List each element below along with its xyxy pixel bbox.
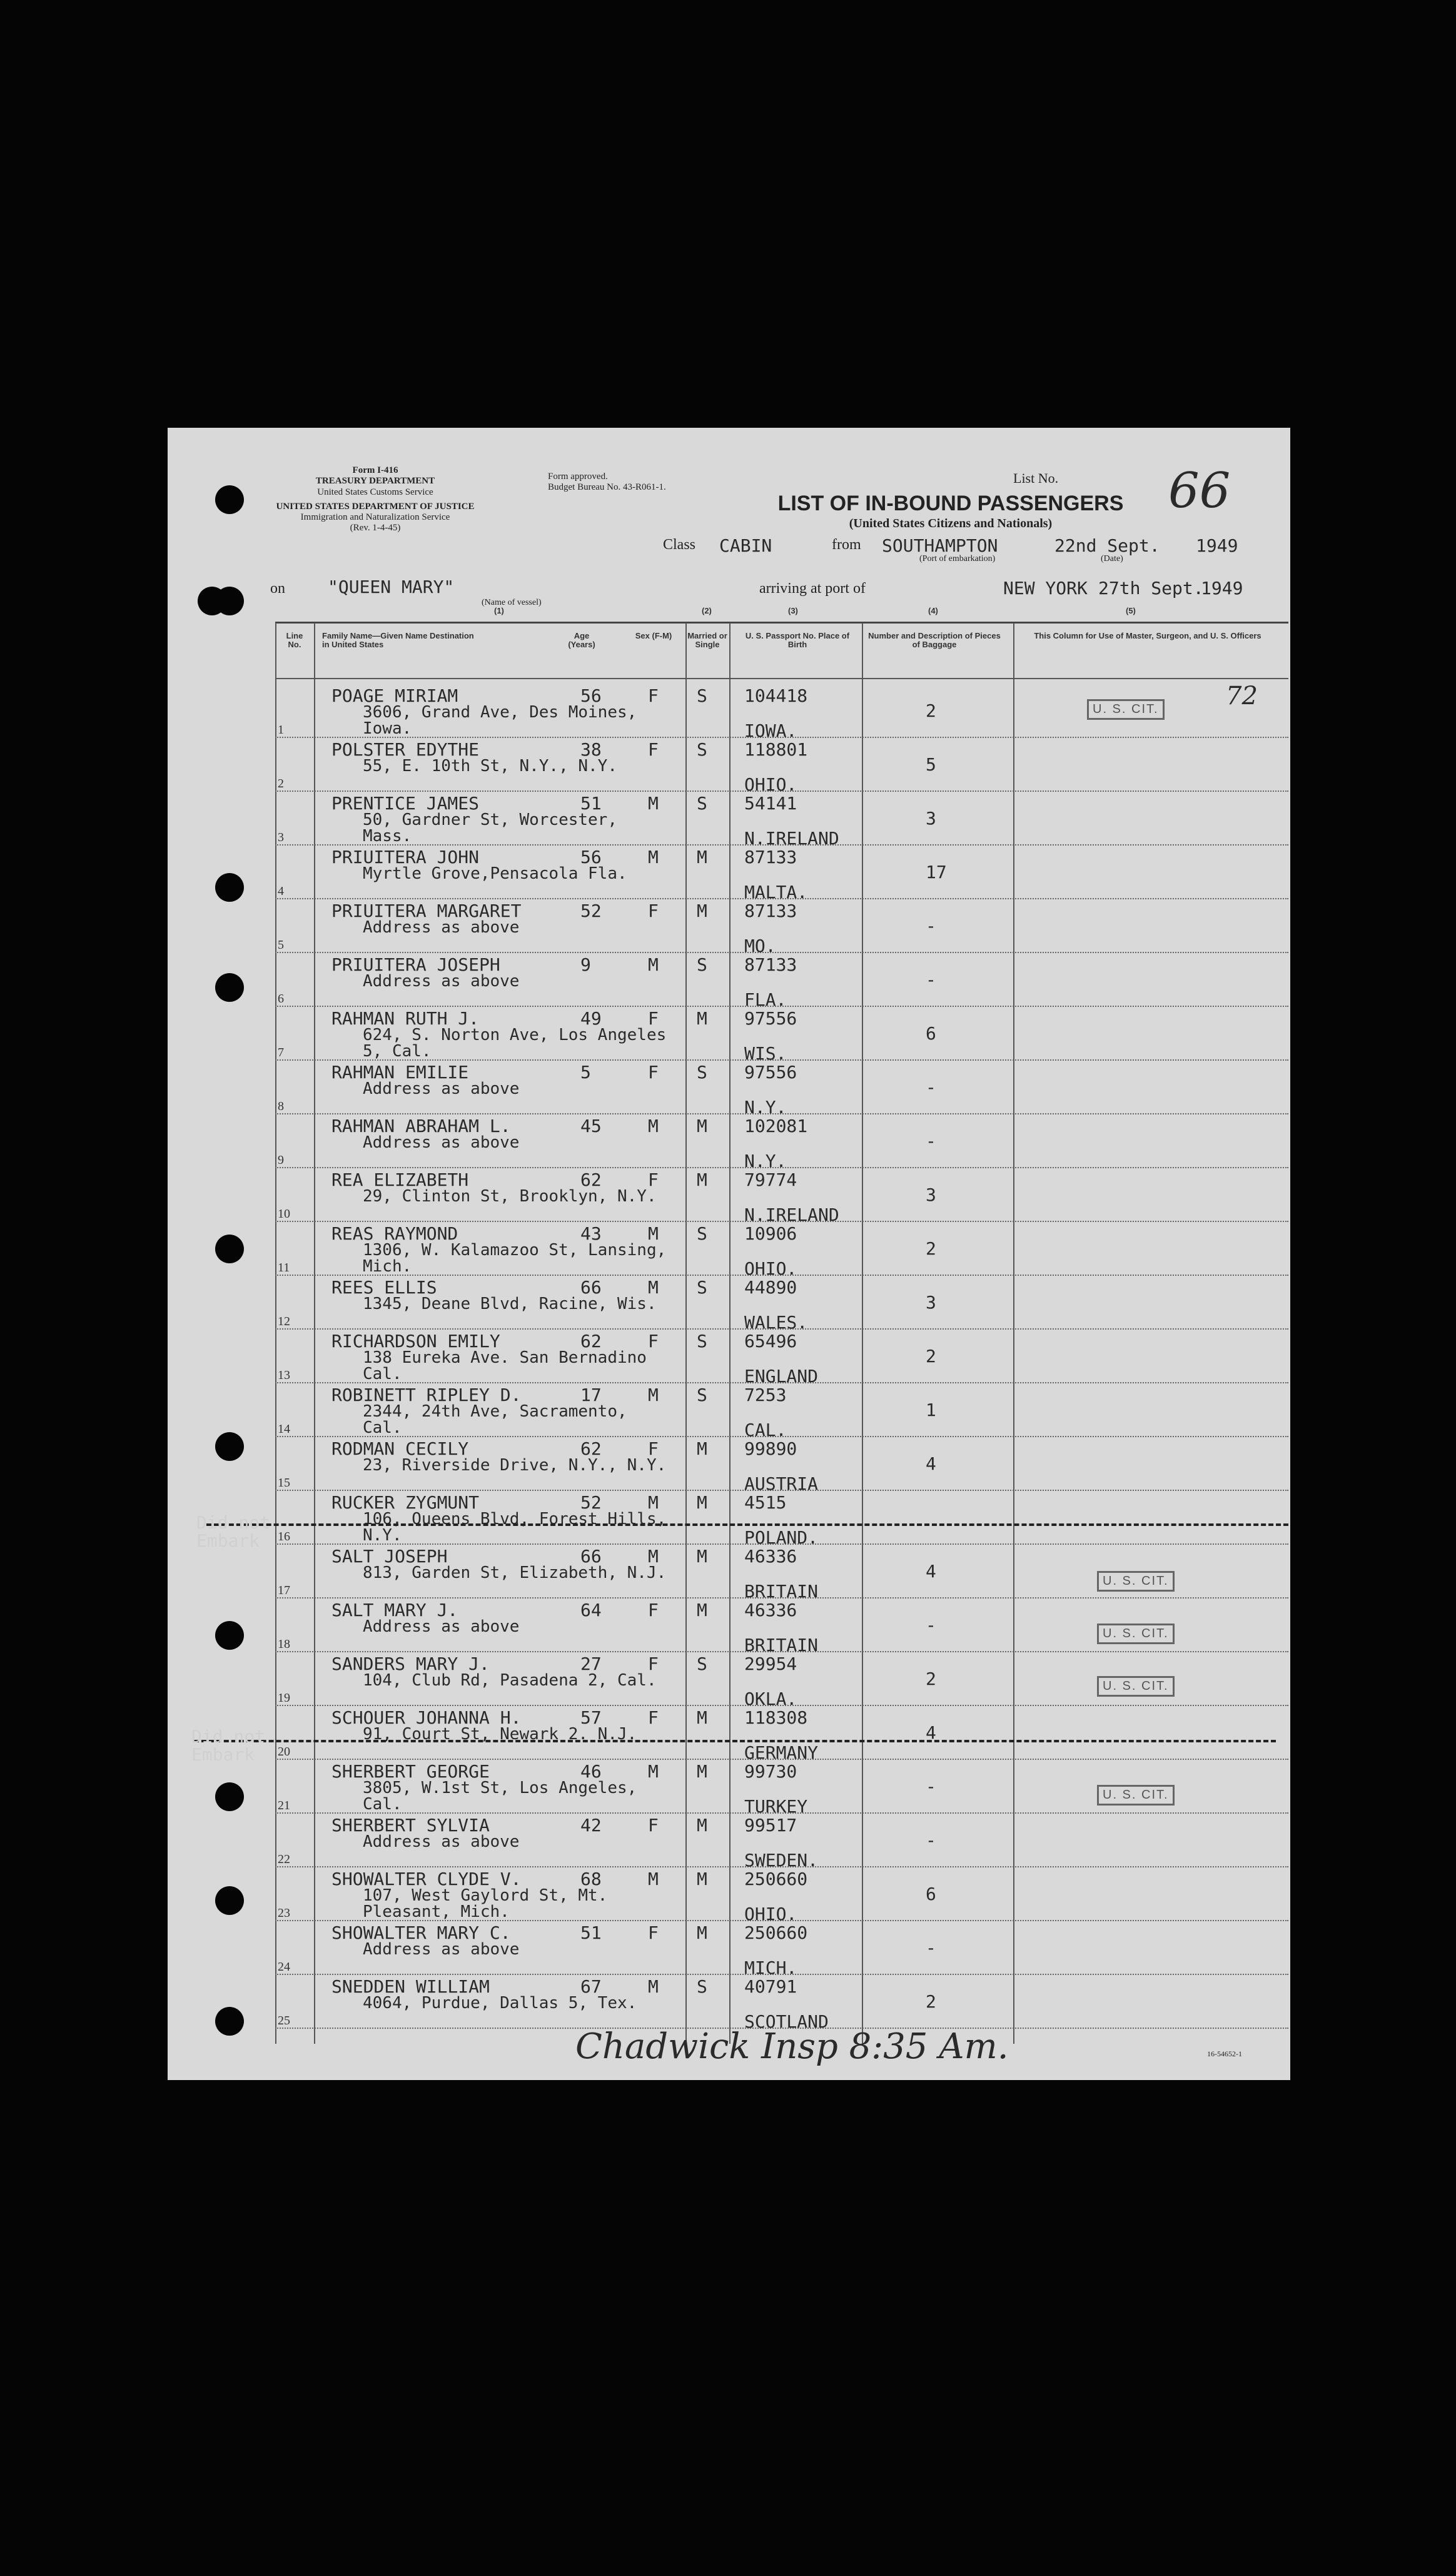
line-number: 10 xyxy=(278,1207,290,1221)
passport-number: 87133 xyxy=(744,954,797,975)
marital-status: S xyxy=(697,954,707,975)
place-of-birth: FLA. xyxy=(744,989,787,1010)
grid-line xyxy=(1013,623,1014,2044)
marital-status: S xyxy=(697,1062,707,1083)
baggage-count: 1 xyxy=(926,1400,936,1420)
line-number: 4 xyxy=(278,884,284,898)
form-agency-block xyxy=(269,465,482,534)
header-bottom-rule xyxy=(275,678,1288,679)
col-num-4: (4) xyxy=(928,606,938,615)
place-of-birth: IOWA. xyxy=(744,720,797,741)
grid-line xyxy=(314,623,315,2044)
punch-hole xyxy=(215,1432,244,1461)
baggage-count: - xyxy=(926,1776,936,1797)
line-number: 13 xyxy=(278,1368,290,1382)
marital-status: M xyxy=(697,1169,707,1190)
us-cit-stamp: U. S. CIT. xyxy=(1097,1676,1175,1697)
marital-status: M xyxy=(697,1600,707,1620)
treasury-dept: TREASURY DEPARTMENT xyxy=(315,476,435,487)
passport-number: 250660 xyxy=(744,1869,808,1889)
passenger-name: RAHMAN RUTH J. xyxy=(331,1008,480,1029)
sex: F xyxy=(648,1707,659,1728)
line-number: 11 xyxy=(278,1261,290,1275)
marital-status: M xyxy=(697,1869,707,1889)
line-number: 22 xyxy=(278,1852,290,1866)
destination-address: 624, S. Norton Ave, Los Angeles 5, Cal. xyxy=(363,1026,667,1061)
place-of-birth: N.Y. xyxy=(744,1151,787,1171)
passenger-name: PRIUITERA JOSEPH xyxy=(331,954,500,975)
punch-hole xyxy=(215,587,244,615)
age: 52 xyxy=(580,1492,602,1513)
line-number: 2 xyxy=(278,777,284,790)
sex: M xyxy=(648,1976,659,1997)
grid-line xyxy=(862,623,863,2044)
line-number: 17 xyxy=(278,1583,290,1597)
passenger-name: SALT MARY J. xyxy=(331,1600,458,1620)
place-of-birth: WIS. xyxy=(744,1043,787,1064)
baggage-count: 5 xyxy=(926,754,936,775)
baggage-count: 4 xyxy=(926,1561,936,1582)
sex: F xyxy=(648,1331,659,1351)
sex: M xyxy=(648,1761,659,1782)
line-number: 5 xyxy=(278,938,284,952)
col-header-married: Married or Single xyxy=(687,631,727,650)
us-cit-stamp: U. S. CIT. xyxy=(1097,1624,1175,1644)
destination-address: Myrtle Grove,Pensacola Fla. xyxy=(363,864,627,883)
passport-number: 40791 xyxy=(744,1976,797,1997)
marital-status: M xyxy=(697,1008,707,1029)
destination-address: 4064, Purdue, Dallas 5, Tex. xyxy=(363,1994,637,2013)
age: 45 xyxy=(580,1116,602,1136)
passenger-name: SANDERS MARY J. xyxy=(331,1654,490,1674)
place-of-birth: CAL. xyxy=(744,1420,787,1440)
form-title: LIST OF IN-BOUND PASSENGERS xyxy=(777,492,1124,515)
age: 49 xyxy=(580,1008,602,1029)
marital-status: M xyxy=(697,1546,707,1567)
line-number: 7 xyxy=(278,1046,284,1059)
age: 51 xyxy=(580,1922,602,1943)
passport-number: 99517 xyxy=(744,1815,797,1836)
baggage-count: 2 xyxy=(926,1346,936,1366)
customs-service: United States Customs Service xyxy=(317,487,433,497)
sex: M xyxy=(648,847,659,867)
passport-number: 29954 xyxy=(744,1654,797,1674)
age: 5 xyxy=(580,1062,591,1083)
class-value: CABIN xyxy=(719,535,772,556)
passenger-name: SHOWALTER CLYDE V. xyxy=(331,1869,522,1889)
form-code: 16-54652-1 xyxy=(1207,2049,1242,2058)
passport-number: 99890 xyxy=(744,1438,797,1459)
passport-number: 44890 xyxy=(744,1277,797,1298)
destination-address: 104, Club Rd, Pasadena 2, Cal. xyxy=(363,1671,657,1690)
passport-number: 97556 xyxy=(744,1062,797,1083)
sex: F xyxy=(648,1169,659,1190)
marital-status: S xyxy=(697,1277,707,1298)
destination-address: Address as above xyxy=(363,1617,520,1636)
col-header-passport: U. S. Passport No. Place of Birth xyxy=(745,631,850,650)
passenger-name: PRIUITERA JOHN xyxy=(331,847,480,867)
date-caption: (Date) xyxy=(1101,554,1123,563)
destination-address: Address as above xyxy=(363,918,520,937)
punch-hole xyxy=(215,2007,244,2036)
revision: (Rev. 1-4-45) xyxy=(350,523,401,533)
list-no-value: 66 xyxy=(1168,463,1231,519)
baggage-count: 3 xyxy=(926,808,936,829)
place-of-birth: N.Y. xyxy=(744,1097,787,1118)
passport-number: 54141 xyxy=(744,793,797,814)
form-number: Form I-416 xyxy=(352,465,398,475)
form-approved: Form approved. xyxy=(548,472,608,482)
vessel-caption: (Name of vessel) xyxy=(482,598,542,607)
place-of-birth: GERMANY xyxy=(744,1742,819,1763)
col-num-3: (3) xyxy=(788,606,798,615)
col-header-line: Line No. xyxy=(286,631,303,650)
col-header-officers: This Column for Use of Master, Surgeon, and U. S. Officers xyxy=(1034,631,1261,640)
age: 56 xyxy=(580,685,602,706)
destination-address: 55, E. 10th St, N.Y., N.Y. xyxy=(363,757,617,775)
did-not-embark-note: Did not Embark xyxy=(196,1512,271,1552)
baggage-count: - xyxy=(926,1937,936,1958)
us-cit-stamp: U. S. CIT. xyxy=(1097,1571,1175,1592)
place-of-birth: TURKEY xyxy=(744,1796,808,1817)
passenger-name: POLSTER EDYTHE xyxy=(331,739,480,760)
marital-status: M xyxy=(697,1922,707,1943)
place-of-birth: OHIO. xyxy=(744,774,797,795)
marital-status: M xyxy=(697,1707,707,1728)
passport-number: 250660 xyxy=(744,1922,808,1943)
age: 46 xyxy=(580,1761,602,1782)
place-of-birth: OHIO. xyxy=(744,1258,797,1279)
destination-address: 1306, W. Kalamazoo St, Lansing, Mich. xyxy=(363,1241,667,1276)
passenger-name: PRIUITERA MARGARET xyxy=(331,901,522,921)
punch-hole xyxy=(215,1886,244,1915)
marital-status: S xyxy=(697,1385,707,1405)
baggage-count: 6 xyxy=(926,1884,936,1904)
age: 42 xyxy=(580,1815,602,1836)
punch-hole xyxy=(215,1235,244,1263)
grid-line xyxy=(729,623,731,2044)
passenger-name: SALT JOSEPH xyxy=(331,1546,448,1567)
marital-status: S xyxy=(697,1331,707,1351)
age: 66 xyxy=(580,1546,602,1567)
line-number: 12 xyxy=(278,1315,290,1328)
line-number: 9 xyxy=(278,1153,284,1167)
punch-hole xyxy=(215,1621,244,1650)
destination-address: 29, Clinton St, Brooklyn, N.Y. xyxy=(363,1187,657,1206)
baggage-count: 6 xyxy=(926,1023,936,1044)
marital-status: M xyxy=(697,901,707,921)
place-of-birth: MICH. xyxy=(744,1957,797,1978)
sex: F xyxy=(648,1654,659,1674)
line-number: 18 xyxy=(278,1637,290,1651)
baggage-count: - xyxy=(926,1077,936,1098)
line-number: 16 xyxy=(278,1530,290,1543)
destination-address: Address as above xyxy=(363,1133,520,1152)
passenger-name: ROBINETT RIPLEY D. xyxy=(331,1385,522,1405)
baggage-count: - xyxy=(926,969,936,990)
marital-status: S xyxy=(697,1654,707,1674)
passenger-name: SNEDDEN WILLIAM xyxy=(331,1976,490,1997)
passenger-name: PRENTICE JAMES xyxy=(331,793,480,814)
col-num-5: (5) xyxy=(1126,606,1136,615)
col-header-sex: Sex (F-M) xyxy=(635,631,672,640)
grid-line xyxy=(275,623,276,2044)
place-of-birth: OKLA. xyxy=(744,1689,797,1709)
line-number: 15 xyxy=(278,1476,290,1490)
marital-status: S xyxy=(697,739,707,760)
col-header-baggage: Number and Description of Pieces of Baggage xyxy=(868,631,1001,650)
budget-bureau: Budget Bureau No. 43-R061-1. xyxy=(548,482,666,493)
passport-number: 46336 xyxy=(744,1600,797,1620)
age: 68 xyxy=(580,1869,602,1889)
passenger-name: SHERBERT SYLVIA xyxy=(331,1815,490,1836)
place-of-birth: SWEDEN. xyxy=(744,1850,819,1871)
marital-status: S xyxy=(697,793,707,814)
sex: F xyxy=(648,1815,659,1836)
age: 62 xyxy=(580,1438,602,1459)
age: 67 xyxy=(580,1976,602,1997)
grid-line xyxy=(685,623,687,2044)
destination-address: 106, Queens Blvd, Forest Hills, N.Y. xyxy=(363,1510,667,1545)
age: 51 xyxy=(580,793,602,814)
port-caption: (Port of embarkation) xyxy=(919,554,996,563)
passenger-name: RUCKER ZYGMUNT xyxy=(331,1492,480,1513)
line-number: 21 xyxy=(278,1799,290,1812)
passenger-name: RODMAN CECILY xyxy=(331,1438,469,1459)
passport-number: 65496 xyxy=(744,1331,797,1351)
marital-status: M xyxy=(697,1116,707,1136)
age: 17 xyxy=(580,1385,602,1405)
punch-hole xyxy=(215,485,244,514)
destination-address: 138 Eureka Ave. San Bernadino Cal. xyxy=(363,1348,647,1383)
marital-status: S xyxy=(697,685,707,706)
sex: M xyxy=(648,1223,659,1244)
place-of-birth: MALTA. xyxy=(744,882,808,902)
arrival-port: NEW YORK xyxy=(1003,578,1088,599)
baggage-count: 2 xyxy=(926,1238,936,1259)
baggage-count: 2 xyxy=(926,1669,936,1689)
place-of-birth: N.IRELAND xyxy=(744,828,839,849)
destination-address: 107, West Gaylord St, Mt. Pleasant, Mich. xyxy=(363,1886,608,1921)
age: 56 xyxy=(580,847,602,867)
place-of-birth: OHIO. xyxy=(744,1904,797,1924)
destination-address: Address as above xyxy=(363,1940,520,1959)
passenger-name: REES ELLIS xyxy=(331,1277,437,1298)
sex: M xyxy=(648,1277,659,1298)
baggage-count: 4 xyxy=(926,1722,936,1743)
from-port: SOUTHAMPTON xyxy=(882,535,998,556)
line-number: 24 xyxy=(278,1960,290,1974)
passport-number: 102081 xyxy=(744,1116,808,1136)
marital-status: S xyxy=(697,1976,707,1997)
punch-hole xyxy=(215,1782,244,1811)
passport-number: 46336 xyxy=(744,1546,797,1567)
line-number: 3 xyxy=(278,831,284,844)
line-number: 1 xyxy=(278,723,284,737)
baggage-count: 4 xyxy=(926,1453,936,1474)
age: 9 xyxy=(580,954,591,975)
table-top-rule xyxy=(275,622,1288,624)
col-num-2: (2) xyxy=(702,606,712,615)
sex: F xyxy=(648,1922,659,1943)
place-of-birth: BRITAIN xyxy=(744,1635,819,1655)
passport-number: 99730 xyxy=(744,1761,797,1782)
row-rule xyxy=(275,952,1288,953)
passenger-name: RAHMAN ABRAHAM L. xyxy=(331,1116,511,1136)
age: 57 xyxy=(580,1707,602,1728)
us-cit-stamp: U. S. CIT. xyxy=(1097,1785,1175,1806)
sex: F xyxy=(648,685,659,706)
marital-status: M xyxy=(697,847,707,867)
destination-address: 3805, W.1st St, Los Angeles, Cal. xyxy=(363,1779,637,1814)
passport-number: 79774 xyxy=(744,1169,797,1190)
age: 62 xyxy=(580,1169,602,1190)
passenger-name: REA ELIZABETH xyxy=(331,1169,469,1190)
punch-hole xyxy=(215,973,244,1002)
us-cit-stamp: U. S. CIT. xyxy=(1087,699,1165,720)
sex: M xyxy=(648,1385,659,1405)
sex: M xyxy=(648,793,659,814)
col-header-age: Age (Years) xyxy=(568,631,595,650)
passenger-name: REAS RAYMOND xyxy=(331,1223,458,1244)
on-label: on xyxy=(270,580,285,597)
destination-address: 91, Court St, Newark 2. N.J. xyxy=(363,1725,637,1744)
destination-address: Address as above xyxy=(363,972,520,991)
passport-number: 104418 xyxy=(744,685,808,706)
sex: F xyxy=(648,1438,659,1459)
passport-number: 87133 xyxy=(744,847,797,867)
form-subtitle: (United States Citizens and Nationals) xyxy=(849,517,1053,530)
passport-number: 7253 xyxy=(744,1385,787,1405)
passport-number: 10906 xyxy=(744,1223,797,1244)
baggage-count: 17 xyxy=(926,862,947,882)
arrival-date: 27th Sept. xyxy=(1098,578,1204,599)
vessel-name: "QUEEN MARY" xyxy=(328,577,455,597)
baggage-count: 2 xyxy=(926,700,936,721)
destination-address: 3606, Grand Ave, Des Moines, Iowa. xyxy=(363,703,637,738)
baggage-count: 3 xyxy=(926,1184,936,1205)
place-of-birth: AUSTRIA xyxy=(744,1473,819,1494)
arriving-label: arriving at port of xyxy=(759,580,866,597)
did-not-embark-note: Did not Embark xyxy=(191,1726,266,1765)
page-number-note: 72 xyxy=(1226,682,1258,710)
marital-status: M xyxy=(697,1815,707,1836)
baggage-count: 2 xyxy=(926,1991,936,2012)
baggage-count: 3 xyxy=(926,1292,936,1313)
sex: F xyxy=(648,901,659,921)
destination-address: Address as above xyxy=(363,1832,520,1851)
line-number: 19 xyxy=(278,1691,290,1705)
inspector-signature: Chadwick Insp 8:35 Am. xyxy=(575,2026,1009,2067)
age: 62 xyxy=(580,1331,602,1351)
age: 38 xyxy=(580,739,602,760)
line-number: 25 xyxy=(278,2014,290,2028)
age: 27 xyxy=(580,1654,602,1674)
arrival-year: 1949 xyxy=(1201,578,1243,599)
destination-address: Address as above xyxy=(363,1079,520,1098)
destination-address: 813, Garden St, Elizabeth, N.J. xyxy=(363,1563,667,1582)
justice-dept: UNITED STATES DEPARTMENT OF JUSTICE xyxy=(276,501,475,512)
place-of-birth: N.IRELAND xyxy=(744,1205,839,1225)
passport-number: 4515 xyxy=(744,1492,787,1513)
passport-number: 118308 xyxy=(744,1707,808,1728)
age: 64 xyxy=(580,1600,602,1620)
sex: M xyxy=(648,1869,659,1889)
passport-number: 97556 xyxy=(744,1008,797,1029)
age: 43 xyxy=(580,1223,602,1244)
baggage-count: - xyxy=(926,1615,936,1635)
ins-service: Immigration and Naturalization Service xyxy=(300,512,450,522)
place-of-birth: ENGLAND xyxy=(744,1366,819,1386)
sex: M xyxy=(648,1492,659,1513)
col-num-1: (1) xyxy=(494,606,504,615)
marital-status: S xyxy=(697,1223,707,1244)
from-year: 1949 xyxy=(1196,535,1238,556)
passenger-name: SHERBERT GEORGE xyxy=(331,1761,490,1782)
baggage-count: - xyxy=(926,1131,936,1151)
place-of-birth: POLAND. xyxy=(744,1527,819,1548)
marital-status: M xyxy=(697,1492,707,1513)
punch-hole xyxy=(215,873,244,902)
age: 66 xyxy=(580,1277,602,1298)
col-header-name: Family Name—Given Name Destination in United States xyxy=(322,631,474,650)
from-date: 22nd Sept. xyxy=(1054,535,1160,556)
sex: F xyxy=(648,739,659,760)
passenger-name: RICHARDSON EMILY xyxy=(331,1331,500,1351)
did-not-embark-line xyxy=(194,1740,1276,1742)
sex: F xyxy=(648,1062,659,1083)
place-of-birth: WALES. xyxy=(744,1312,808,1333)
sex: F xyxy=(648,1008,659,1029)
marital-status: M xyxy=(697,1438,707,1459)
line-number: 23 xyxy=(278,1906,290,1920)
passport-number: 87133 xyxy=(744,901,797,921)
passenger-name: RAHMAN EMILIE xyxy=(331,1062,469,1083)
line-number: 20 xyxy=(278,1745,290,1759)
age: 52 xyxy=(580,901,602,921)
list-no-label: List No. xyxy=(1013,470,1059,486)
approval-block xyxy=(548,472,736,493)
destination-address: 1345, Deane Blvd, Racine, Wis. xyxy=(363,1295,657,1313)
destination-address: 2344, 24th Ave, Sacramento, Cal. xyxy=(363,1402,627,1437)
place-of-birth: BRITAIN xyxy=(744,1581,819,1602)
place-of-birth: MO. xyxy=(744,936,776,956)
passport-number: 118801 xyxy=(744,739,808,760)
line-number: 14 xyxy=(278,1422,290,1436)
from-label: from xyxy=(832,537,861,553)
sex: M xyxy=(648,954,659,975)
line-number: 8 xyxy=(278,1099,284,1113)
place-of-birth: SCOTLAND xyxy=(744,2011,829,2032)
passenger-name: POAGE MIRIAM xyxy=(331,685,458,706)
destination-address: 50, Gardner St, Worcester, Mass. xyxy=(363,811,617,846)
class-label: Class xyxy=(663,537,696,553)
sex: M xyxy=(648,1116,659,1136)
baggage-count: - xyxy=(926,916,936,936)
did-not-embark-line xyxy=(206,1523,1288,1526)
passenger-name: SCHOUER JOHANNA H. xyxy=(331,1707,522,1728)
passenger-name: SHOWALTER MARY C. xyxy=(331,1922,511,1943)
sex: F xyxy=(648,1600,659,1620)
marital-status: M xyxy=(697,1761,707,1782)
baggage-count: - xyxy=(926,1830,936,1851)
sex: M xyxy=(648,1546,659,1567)
line-number: 6 xyxy=(278,992,284,1006)
destination-address: 23, Riverside Drive, N.Y., N.Y. xyxy=(363,1456,667,1475)
